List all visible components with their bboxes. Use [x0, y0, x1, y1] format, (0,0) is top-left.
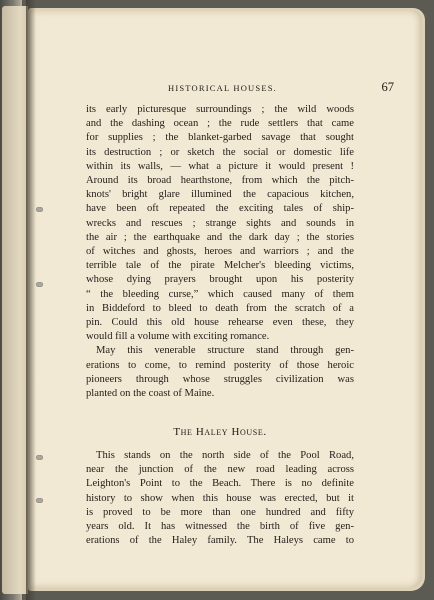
text-line: near the junction of the new road leading across: [86, 464, 354, 476]
binding-hole: [36, 455, 43, 460]
body-text-bottom: [86, 449, 354, 548]
text-line: is proved to be more than one hundred and fifty: [86, 506, 354, 518]
text-line: its early picturesque surroundings ; the wild woods: [86, 104, 354, 115]
text-line: planted on the coast of Maine.: [86, 388, 215, 400]
section-title: The Haley House.: [173, 426, 267, 438]
text-line: years old. It has witnessed the birth of five gen-: [86, 521, 354, 533]
text-line: This stands on the north side of the Pool Road,: [96, 450, 354, 461]
text-line: the air ; the earthquake and the dark day ; the stories: [86, 231, 354, 243]
text-line: pioneers through whose struggles civilization was: [86, 373, 354, 385]
text-line: whose dying prayers brought upon his posterity: [86, 274, 354, 286]
text-line: would fill a volume with exciting romance.: [86, 331, 270, 343]
page-header: [80, 80, 394, 96]
facing-page-edge: [2, 6, 28, 594]
spine-shadow: [26, 0, 36, 600]
text-line: pin. Could this old house rehearse even these, they: [86, 317, 354, 329]
text-line: erations to come, to remind posterity of those heroic: [86, 359, 354, 371]
text-line: erations of the Haley family. The Haleys came to: [86, 535, 354, 547]
text-line: in Biddeford to bleed to death from the scratch of a: [86, 302, 354, 314]
text-line: history to show when this house was erected, but it: [86, 492, 354, 504]
text-line: wrecks and rescues ; strange sights and sounds in: [86, 217, 354, 229]
binding-hole: [36, 498, 43, 503]
body-text-top: [86, 103, 354, 401]
binding-hole: [36, 282, 43, 287]
text-line: Around its broad hearthstone, from which the pitch-: [86, 175, 354, 187]
page-number: 67: [381, 80, 394, 94]
running-head: HISTORICAL HOUSES.: [168, 83, 277, 93]
text-line: its destruction ; or sketch the social or domestic life: [86, 146, 354, 158]
text-line: May this venerable structure stand through gen-: [96, 345, 354, 357]
text-line: for supplies ; the blanket-garbed savage that sought: [86, 132, 354, 144]
text-line: Leighton's Point to the Beach. There is no definite: [86, 478, 354, 490]
text-line: have been oft repeated the exciting tales of ship-: [86, 203, 354, 215]
text-line: of witches and ghosts, heroes and warriors ; and the: [86, 246, 354, 258]
text-line: “ the bleeding curse,” which caused many of them: [86, 288, 354, 300]
text-line: knots' bright glare illumined the capacious kitchen,: [86, 189, 354, 201]
text-line: and the dashing ocean ; the rude settlers that came: [86, 118, 354, 130]
text-line: terrible tale of the pirate Melcher's bleeding victims,: [86, 260, 354, 272]
binding-hole: [36, 207, 43, 212]
text-line: within its walls, — what a picture it would present !: [86, 160, 354, 172]
